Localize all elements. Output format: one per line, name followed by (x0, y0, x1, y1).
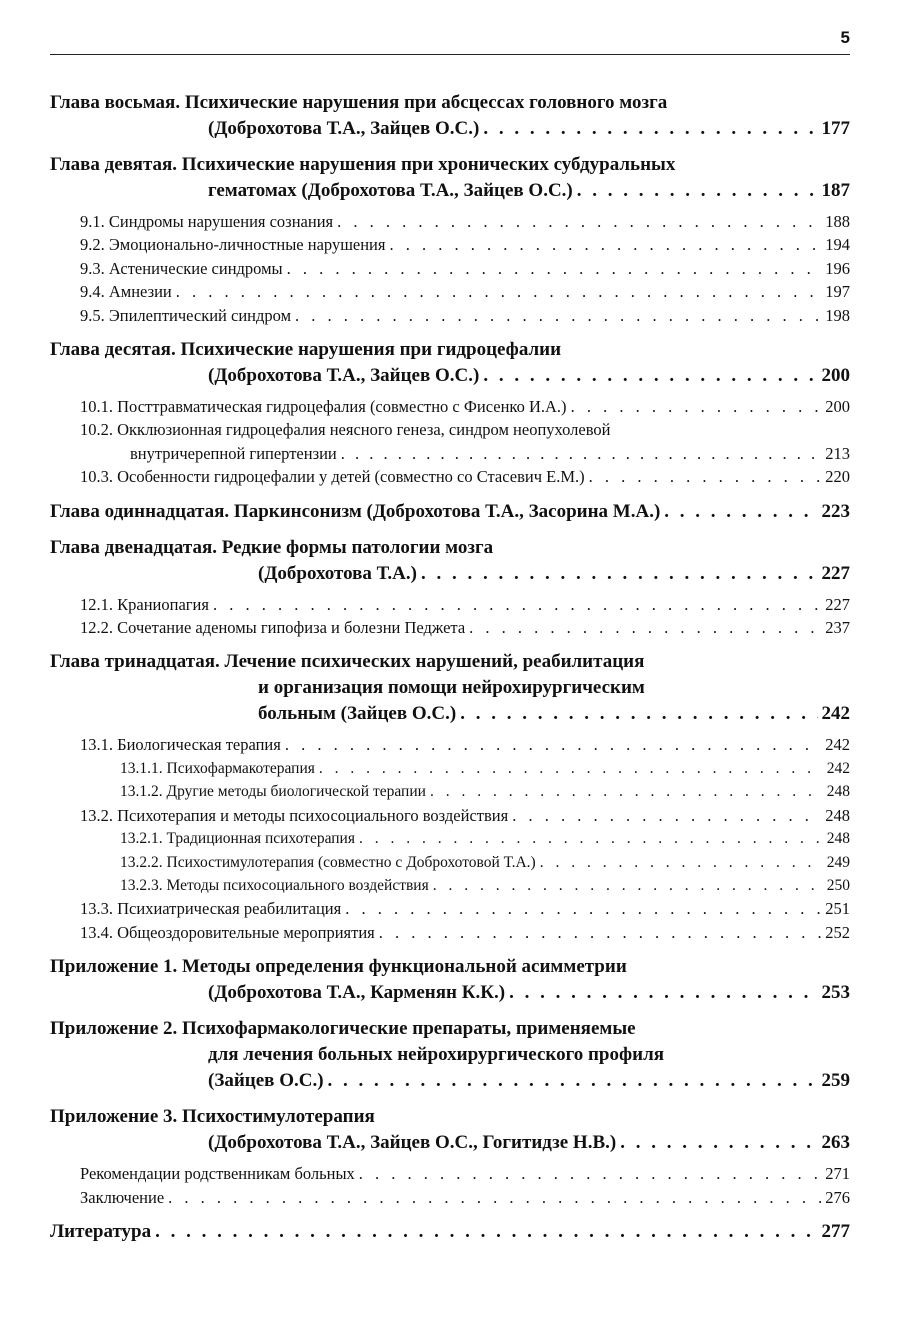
chapter-authors-line: гематомах (Доброхотова Т.А., Зайцев О.С.) . . . 187 (50, 178, 850, 204)
toc-subentry[interactable]: 13.2.3. Методы психосоциального воздействия . . . 250 (50, 874, 850, 897)
chapter-title: Глава девятая. Психические нарушения при хронических субдуральных (50, 154, 676, 175)
page-header (50, 28, 850, 55)
toc-literature[interactable] (50, 1219, 850, 1245)
appendix-authors-line: (Доброхотова Т.А., Зайцев О.С., Гогитидзе Н.В.) . . . 263 (50, 1130, 850, 1156)
toc-appendix-2[interactable] (50, 1016, 850, 1094)
toc-entry[interactable]: 13.3. Психиатрическая реабилитация . . . 251 (50, 897, 850, 920)
toc-appendix-3[interactable] (50, 1104, 850, 1156)
toc-subentry[interactable]: 13.1.1. Психофармакотерапия . . . 242 (50, 757, 850, 780)
toc-entry[interactable]: 12.2. Сочетание аденомы гипофиза и болезни Педжета . . . 237 (50, 616, 850, 639)
appendix-title: Приложение 3. Психостимулотерапия (50, 1106, 375, 1128)
chapter-authors-line: (Доброхотова Т.А.) . . . 227 (50, 561, 850, 587)
chapter-authors-line: (Доброхотова Т.А., Зайцев О.С.) . . . 200 (50, 363, 850, 389)
toc-entry[interactable]: 9.4. Амнезии . . . 197 (50, 280, 850, 303)
toc-chapter-13[interactable] (50, 649, 850, 727)
appendix-authors-line: (Зайцев О.С.) . . . 259 (50, 1068, 850, 1094)
toc-subentry[interactable]: 13.2.2. Психостимулотерапия (совместно с Доброхотовой Т.А.) . . . 249 (50, 851, 850, 874)
chapter-title-line-2: и организация помощи нейрохирургическим (258, 677, 645, 699)
toc-entry[interactable]: Рекомендации родственникам больных . . . 271 (50, 1162, 850, 1185)
toc-chapter-8[interactable] (50, 90, 850, 142)
toc-chapter-11[interactable] (50, 499, 850, 525)
toc-entry[interactable]: Заключение . . . 276 (50, 1186, 850, 1209)
toc-subentry[interactable]: 13.1.2. Другие методы биологической терапии . . . 248 (50, 780, 850, 803)
appendix-title: Приложение 2. Психофармакологические препараты, применяемые (50, 1018, 636, 1040)
toc-entry[interactable]: 10.3. Особенности гидроцефалии у детей (совместно со Стасевич Е.М.) . . . 220 (50, 465, 850, 488)
chapter-title: Глава одиннадцатая. Паркинсонизм (Доброхотова Т.А., Засорина М.А.) . . . 223 (50, 499, 850, 525)
toc-chapter-12[interactable] (50, 535, 850, 587)
toc-entry[interactable]: 13.1. Биологическая терапия . . . 242 (50, 733, 850, 756)
toc-entry[interactable]: 9.1. Синдромы нарушения сознания . . . 188 (50, 210, 850, 233)
appendix-authors-line: (Доброхотова Т.А., Карменян К.К.) . . . 253 (50, 980, 850, 1006)
chapter-authors-line: больным (Зайцев О.С.) . . . 242 (50, 701, 850, 727)
toc-entry[interactable]: 12.1. Краниопагия . . . 227 (50, 593, 850, 616)
literature-title: Литература . . . 277 (50, 1219, 850, 1245)
table-of-contents (50, 90, 850, 1245)
appendix-title: Приложение 1. Методы определения функциональной асимметрии (50, 956, 627, 978)
chapter-authors-line: (Доброхотова Т.А., Зайцев О.С.) . . . 177 (50, 116, 850, 142)
chapter-title: Глава двенадцатая. Редкие формы патологии мозга (50, 536, 494, 558)
toc-entry[interactable]: 10.1. Посттравматическая гидроцефалия (совместно с Фисенко И.А.) . . . 200 (50, 395, 850, 418)
toc-entry-first-line[interactable]: 10.2. Окклюзионная гидроцефалия неясного генеза, синдром неопухолевой (80, 420, 611, 440)
chapter-title: Глава десятая. Психические нарушения при гидроцефалии (50, 339, 562, 361)
appendix-title-line-2: для лечения больных нейрохирургического профиля (208, 1044, 665, 1066)
toc-entry[interactable]: 9.2. Эмоционально-личностные нарушения . . . 194 (50, 233, 850, 256)
toc-entry[interactable]: 13.4. Общеоздоровительные мероприятия . . . 252 (50, 921, 850, 944)
toc-chapter-9[interactable] (50, 152, 850, 204)
toc-entry[interactable]: 13.2. Психотерапия и методы психосоциального воздействия . . . 248 (50, 804, 850, 827)
toc-appendix-1[interactable] (50, 954, 850, 1006)
toc-entry[interactable]: 9.3. Астенические синдромы . . . 196 (50, 257, 850, 280)
chapter-title: Глава восьмая. Психические нарушения при абсцессах головного мозга (50, 92, 668, 113)
chapter-title: Глава тринадцатая. Лечение психических нарушений, реабилитация (50, 651, 645, 673)
page-number: 5 (840, 28, 850, 47)
toc-chapter-10[interactable] (50, 337, 850, 389)
toc-subentry[interactable]: 13.2.1. Традиционная психотерапия . . . 248 (50, 827, 850, 850)
toc-entry[interactable]: внутричерепной гипертензии . . . 213 (50, 442, 850, 465)
toc-entry[interactable]: 9.5. Эпилептический синдром . . . 198 (50, 304, 850, 327)
